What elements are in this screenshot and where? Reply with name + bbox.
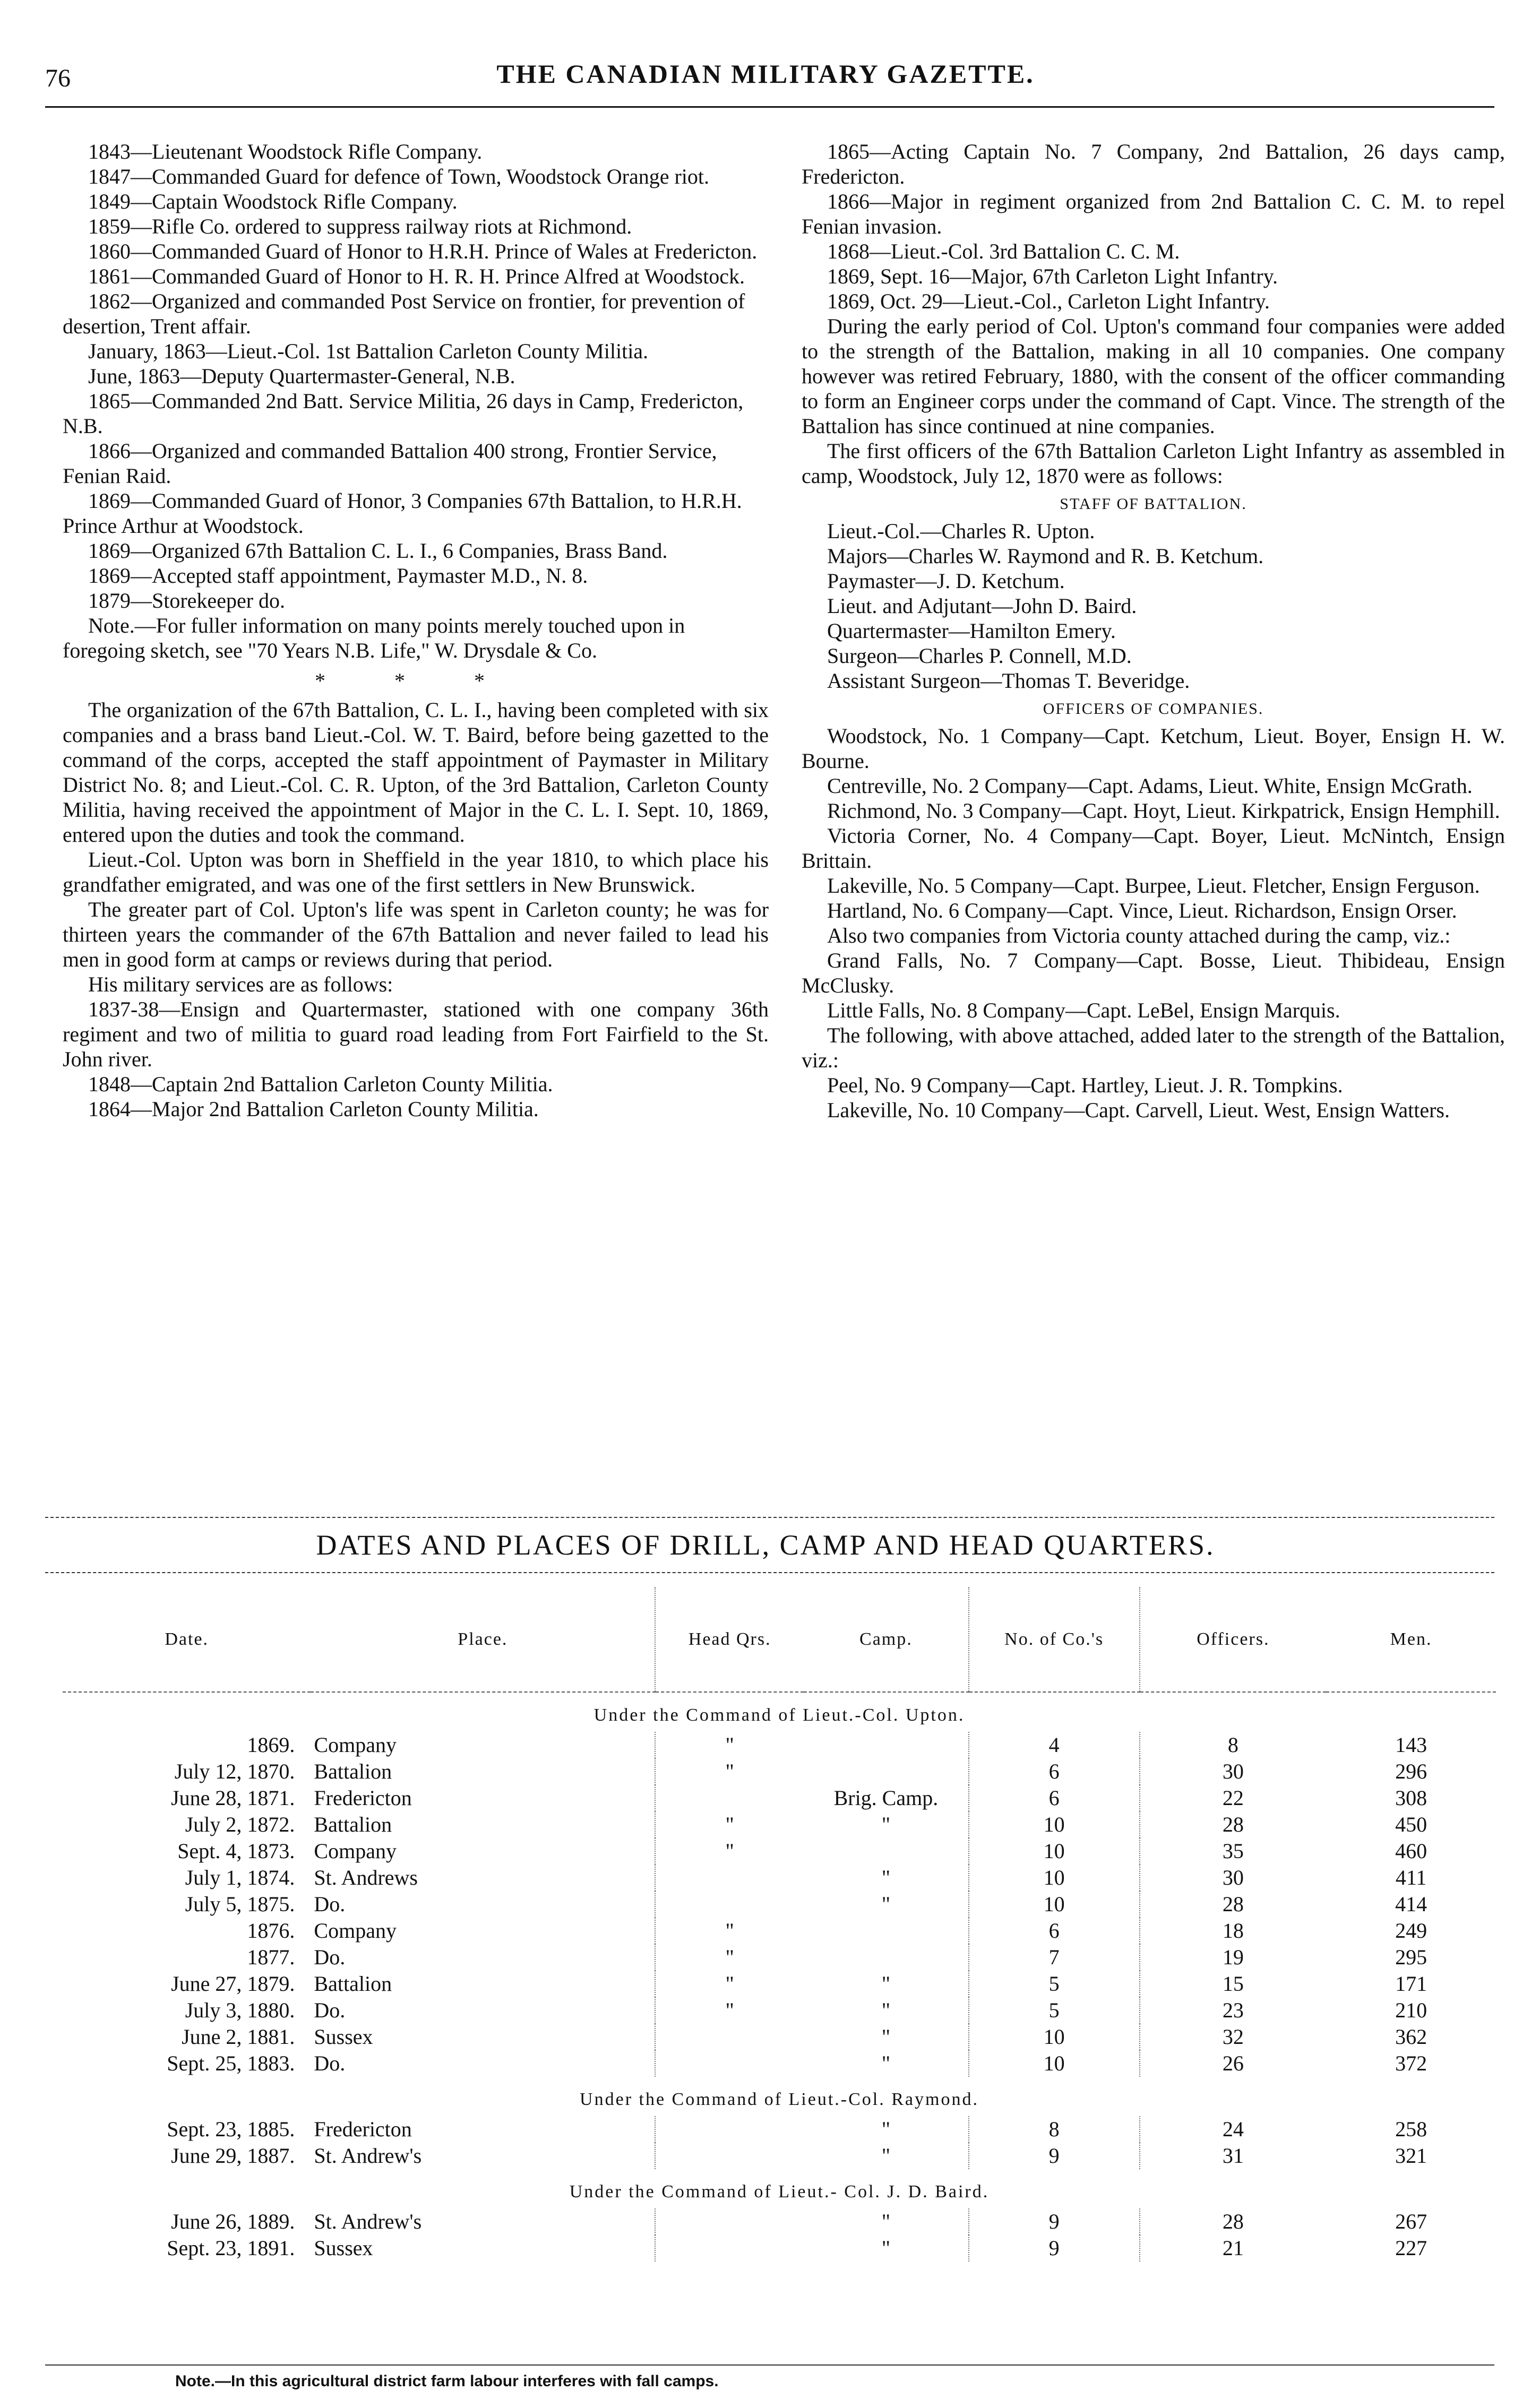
paragraph: 1868—Lieut.-Col. 3rd Battalion C. C. M. [827, 239, 1180, 263]
table-row [63, 1971, 1496, 1997]
table-row [63, 1891, 1496, 1918]
cell-date: Sept. 23, 1885. [167, 2117, 295, 2141]
cell-men: 143 [1395, 1733, 1427, 1757]
staff-entry: Surgeon—Charles P. Connell, M.D. [827, 644, 1132, 668]
cell-no-of-cos: 7 [969, 1944, 1140, 1971]
section-heading: Under the Command of Lieut.-Col. Upton. [594, 1705, 965, 1725]
cell-officers: 8 [1140, 1732, 1327, 1758]
table-row [63, 1838, 1496, 1865]
cell-head-qrs [655, 2235, 804, 2262]
cell-date: July 5, 1875. [185, 1892, 295, 1916]
cell-camp: " [881, 1892, 891, 1916]
header-no-of-cos: No. of Co.'s [969, 1587, 1140, 1692]
cell-date: July 2, 1872. [185, 1813, 295, 1836]
cell-camp [804, 1918, 969, 1944]
cell-head-qrs: " [655, 1811, 804, 1838]
table-note: Note.—In this agricultural district farm labour interferes with fall camps. [175, 2372, 719, 2390]
service-entry: 1843—Lieutenant Woodstock Rifle Company. [88, 140, 483, 163]
cell-head-qrs [655, 2024, 804, 2050]
header-head-qrs: Head Qrs. [655, 1587, 804, 1692]
cell-head-qrs [655, 1785, 804, 1811]
cell-place: Do. [314, 2051, 346, 2075]
cell-date: 1869. [247, 1733, 295, 1757]
cell-men: 414 [1395, 1892, 1427, 1916]
cell-officers: 28 [1140, 1891, 1327, 1918]
cell-camp: " [881, 1972, 891, 1996]
cell-date: June 29, 1887. [171, 2144, 295, 2168]
table-row [63, 2024, 1496, 2050]
cell-camp [804, 1758, 969, 1785]
cell-date: Sept. 23, 1891. [167, 2236, 295, 2260]
cell-date: July 1, 1874. [185, 1866, 295, 1889]
paragraph: 1837-38—Ensign and Quartermaster, stationed with one company 36th regiment and two of militia to guard road leading from Fort Fairfield to the St. John river. [63, 997, 769, 1071]
cell-head-qrs: " [655, 1944, 804, 1971]
cell-date: Sept. 4, 1873. [177, 1839, 295, 1863]
drill-table [63, 1587, 1496, 2262]
service-entry: 1859—Rifle Co. ordered to suppress railway riots at Richmond. [88, 214, 632, 238]
cell-men: 308 [1395, 1786, 1427, 1810]
staff-entry: Lieut.-Col.—Charles R. Upton. [827, 519, 1095, 543]
cell-place: Fredericton [314, 1786, 412, 1810]
cell-no-of-cos: 9 [969, 2208, 1140, 2235]
cell-date: 1877. [247, 1945, 295, 1969]
company-entry: Woodstock, No. 1 Company—Capt. Ketchum, Lieut. Boyer, Ensign H. W. Bourne. [802, 724, 1505, 773]
table-title-rule [45, 1572, 1494, 1573]
cell-place: Company [314, 1919, 397, 1943]
cell-date: July 3, 1880. [185, 1998, 295, 2022]
staff-entry: Quartermaster—Hamilton Emery. [827, 619, 1116, 643]
staff-heading: STAFF OF BATTALION. [1060, 495, 1247, 513]
service-entry: 1849—Captain Woodstock Rifle Company. [88, 189, 458, 213]
cell-camp: " [881, 1866, 891, 1889]
table-row [63, 1732, 1496, 1758]
cell-no-of-cos: 6 [969, 1918, 1140, 1944]
table-row [63, 2050, 1496, 2077]
header-place: Place. [311, 1587, 655, 1692]
cell-men: 296 [1395, 1759, 1427, 1783]
cell-camp: " [881, 2236, 891, 2260]
cell-camp: " [881, 2144, 891, 2168]
service-entry: 1862—Organized and commanded Post Service on frontier, for prevention of desertion, Trent affair. [63, 289, 745, 338]
paragraph: The first officers of the 67th Battalion Carleton Light Infantry as assembled in camp, Woodstock, July 12, 1870 were as follows: [802, 439, 1505, 488]
cell-camp: " [881, 1998, 891, 2022]
table-row [63, 2143, 1496, 2169]
cell-camp: " [881, 2210, 891, 2233]
service-entry: 1861—Commanded Guard of Honor to H. R. H. Prince Alfred at Woodstock. [88, 264, 745, 288]
company-entry: Peel, No. 9 Company—Capt. Hartley, Lieut. J. R. Tompkins. [827, 1073, 1343, 1097]
table-row [63, 1758, 1496, 1785]
cell-head-qrs [655, 2208, 804, 2235]
staff-entry: Lieut. and Adjutant—John D. Baird. [827, 594, 1137, 618]
cell-officers: 31 [1140, 2143, 1327, 2169]
cell-date: June 26, 1889. [171, 2210, 295, 2233]
cell-men: 321 [1395, 2144, 1427, 2168]
cell-place: Company [314, 1839, 397, 1863]
table-row [63, 2235, 1496, 2262]
cell-place: Battalion [314, 1759, 392, 1783]
cell-no-of-cos: 10 [969, 1838, 1140, 1865]
cell-men: 362 [1395, 2025, 1427, 2049]
left-column [63, 139, 769, 1121]
cell-officers: 15 [1140, 1971, 1327, 1997]
cell-place: Battalion [314, 1813, 392, 1836]
table-row [63, 1865, 1496, 1891]
cell-officers: 26 [1140, 2050, 1327, 2077]
paragraph: 1869, Sept. 16—Major, 67th Carleton Light Infantry. [827, 264, 1278, 288]
cell-men: 372 [1395, 2051, 1427, 2075]
masthead: THE CANADIAN MILITARY GAZETTE. [496, 59, 1035, 89]
paragraph: The greater part of Col. Upton's life was spent in Carleton county; he was for thirteen years the commander of the 67th Battalion and never failed to lead his men in good form at camps or reviews during that period. [63, 897, 769, 971]
cell-head-qrs [655, 1865, 804, 1891]
section-heading-row [63, 2169, 1496, 2208]
cell-officers: 30 [1140, 1865, 1327, 1891]
service-entry: June, 1863—Deputy Quartermaster-General, N.B. [88, 364, 515, 388]
cell-place: Sussex [314, 2025, 373, 2049]
cell-officers: 19 [1140, 1944, 1327, 1971]
cell-camp: " [881, 2025, 891, 2049]
cell-date: 1876. [247, 1919, 295, 1943]
cell-camp [804, 1944, 969, 1971]
cell-officers: 28 [1140, 2208, 1327, 2235]
table-title: DATES AND PLACES OF DRILL, CAMP AND HEAD QUARTERS. [316, 1529, 1215, 1561]
cell-place: Fredericton [314, 2117, 412, 2141]
cell-date: June 2, 1881. [182, 2025, 295, 2049]
cell-no-of-cos: 6 [969, 1785, 1140, 1811]
cell-head-qrs: " [655, 1758, 804, 1785]
cell-no-of-cos: 9 [969, 2143, 1140, 2169]
service-entry: 1865—Commanded 2nd Batt. Service Militia, 26 days in Camp, Fredericton, N.B. [63, 389, 744, 438]
cell-head-qrs [655, 2143, 804, 2169]
service-entry: 1860—Commanded Guard of Honor to H.R.H. Prince of Wales at Fredericton. [88, 239, 758, 263]
cell-men: 227 [1395, 2236, 1427, 2260]
cell-camp [804, 1732, 969, 1758]
section-rule [45, 1517, 1494, 1518]
company-entry: Lakeville, No. 10 Company—Capt. Carvell, Lieut. West, Ensign Watters. [827, 1098, 1450, 1122]
right-column [802, 139, 1505, 1123]
staff-entry: Majors—Charles W. Raymond and R. B. Ketchum. [827, 544, 1264, 568]
paragraph: Lieut.-Col. Upton was born in Sheffield in the year 1810, to which place his grandfather emigrated, and was one of the first settlers in New Brunswick. [63, 848, 769, 896]
header-officers: Officers. [1140, 1587, 1327, 1692]
company-entry: Grand Falls, No. 7 Company—Capt. Bosse, Lieut. Thibideau, Ensign McClusky. [802, 948, 1505, 997]
cell-head-qrs: " [655, 1918, 804, 1944]
cell-head-qrs: " [655, 1838, 804, 1865]
cell-men: 210 [1395, 1998, 1427, 2022]
paragraph: 1864—Major 2nd Battalion Carleton County Militia. [88, 1097, 539, 1121]
cell-officers: 22 [1140, 1785, 1327, 1811]
service-entry: 1869—Accepted staff appointment, Paymaster M.D., N. 8. [88, 564, 588, 588]
cell-officers: 23 [1140, 1997, 1327, 2024]
cell-officers: 30 [1140, 1758, 1327, 1785]
cell-no-of-cos: 5 [969, 1997, 1140, 2024]
cell-head-qrs: " [655, 1732, 804, 1758]
service-entry: 1879—Storekeeper do. [88, 589, 286, 612]
separator-stars: * * * [315, 669, 517, 693]
cell-date: June 28, 1871. [171, 1786, 295, 1810]
cell-men: 267 [1395, 2210, 1427, 2233]
service-entry: 1866—Organized and commanded Battalion 400 strong, Frontier Service, Fenian Raid. [63, 439, 717, 488]
cell-men: 295 [1395, 1945, 1427, 1969]
cell-place: Do. [314, 1998, 346, 2022]
section-heading-row [63, 2077, 1496, 2116]
company-entry: Richmond, No. 3 Company—Capt. Hoyt, Lieut. Kirkpatrick, Ensign Hemphill. [827, 799, 1500, 823]
company-entry: Little Falls, No. 8 Company—Capt. LeBel, Ensign Marquis. [827, 998, 1340, 1022]
cell-place: St. Andrew's [314, 2210, 422, 2233]
company-entry: Also two companies from Victoria county attached during the camp, viz.: [827, 924, 1451, 947]
staff-entry: Assistant Surgeon—Thomas T. Beveridge. [827, 669, 1190, 693]
cell-camp: " [881, 1813, 891, 1836]
cell-camp [804, 1838, 969, 1865]
service-entry: 1847—Commanded Guard for defence of Town, Woodstock Orange riot. [88, 165, 709, 188]
table-row [63, 1997, 1496, 2024]
paragraph: 1869, Oct. 29—Lieut.-Col., Carleton Light Infantry. [827, 289, 1270, 313]
cell-men: 460 [1395, 1839, 1427, 1863]
cell-place: St. Andrew's [314, 2144, 422, 2168]
cell-no-of-cos: 6 [969, 1758, 1140, 1785]
staff-entry: Paymaster—J. D. Ketchum. [827, 569, 1065, 593]
cell-no-of-cos: 10 [969, 1865, 1140, 1891]
cell-officers: 35 [1140, 1838, 1327, 1865]
table-row [63, 1918, 1496, 1944]
header-camp: Camp. [804, 1587, 969, 1692]
cell-head-qrs [655, 2116, 804, 2143]
paragraph: 1848—Captain 2nd Battalion Carleton County Militia. [88, 1072, 553, 1096]
cell-place: St. Andrews [314, 1866, 418, 1889]
section-heading-row [63, 1692, 1496, 1732]
company-entry: Victoria Corner, No. 4 Company—Capt. Boyer, Lieut. McNintch, Ensign Brittain. [802, 824, 1505, 873]
service-entry: January, 1863—Lieut.-Col. 1st Battalion Carleton County Militia. [88, 339, 649, 363]
service-entry: 1869—Organized 67th Battalion C. L. I., 6 Companies, Brass Band. [88, 539, 668, 563]
cell-officers: 18 [1140, 1918, 1327, 1944]
cell-men: 171 [1395, 1972, 1427, 1996]
table-row [63, 2116, 1496, 2143]
cell-date: July 12, 1870. [174, 1759, 295, 1783]
cell-camp: " [881, 2051, 891, 2075]
companies-heading: OFFICERS OF COMPANIES. [1043, 700, 1264, 718]
service-entry: 1869—Commanded Guard of Honor, 3 Companies 67th Battalion, to H.R.H. Prince Arthur at Woodstock. [63, 489, 742, 538]
cell-men: 258 [1395, 2117, 1427, 2141]
table-row [63, 1785, 1496, 1811]
cell-head-qrs: " [655, 1997, 804, 2024]
cell-no-of-cos: 10 [969, 1811, 1140, 1838]
paragraph: The organization of the 67th Battalion, C. L. I., having been completed with six companies and a brass band Lieut.-Col. W. T. Baird, before being gazetted to the command of the corps, accepted the staff appointment of Paymaster in Military District No. 8; and Lieut.-Col. C. R. Upton, of the 3rd Battalion, Carleton County Militia, having received the appointment of Major in the C. L. I. Sept. 10, 1869, entered upon the duties and took the command. [63, 698, 769, 847]
cell-no-of-cos: 8 [969, 2116, 1140, 2143]
cell-no-of-cos: 10 [969, 2050, 1140, 2077]
cell-no-of-cos: 10 [969, 2024, 1140, 2050]
cell-head-qrs [655, 1891, 804, 1918]
cell-officers: 32 [1140, 2024, 1327, 2050]
cell-no-of-cos: 5 [969, 1971, 1140, 1997]
section-heading: Under the Command of Lieut.- Col. J. D. Baird. [569, 2182, 990, 2202]
header-men: Men. [1326, 1587, 1496, 1692]
cell-men: 411 [1395, 1866, 1427, 1889]
section-heading: Under the Command of Lieut.-Col. Raymond. [580, 2090, 979, 2109]
company-entry: Hartland, No. 6 Company—Capt. Vince, Lieut. Richardson, Ensign Orser. [827, 899, 1457, 922]
paragraph: During the early period of Col. Upton's command four companies were added to the strength of the Battalion, making in all 10 companies. One company however was retired February, 1880, with the consent of the officer commanding to form an Engineer corps under the command of Capt. Vince. The strength of the Battalion has since continued at nine companies. [802, 314, 1505, 438]
cell-no-of-cos: 10 [969, 1891, 1140, 1918]
cell-men: 249 [1395, 1919, 1427, 1943]
company-entry: Lakeville, No. 5 Company—Capt. Burpee, Lieut. Fletcher, Ensign Ferguson. [827, 874, 1480, 897]
company-entry: The following, with above attached, added later to the strength of the Battalion, viz.: [802, 1023, 1505, 1072]
paragraph: 1866—Major in regiment organized from 2nd Battalion C. C. M. to repel Fenian invasion. [802, 189, 1505, 238]
cell-no-of-cos: 9 [969, 2235, 1140, 2262]
cell-date: Sept. 25, 1883. [167, 2051, 295, 2075]
cell-no-of-cos: 4 [969, 1732, 1140, 1758]
company-entry: Centreville, No. 2 Company—Capt. Adams, Lieut. White, Ensign McGrath. [827, 774, 1473, 798]
table-bottom-rule [45, 2364, 1494, 2366]
cell-place: Battalion [314, 1972, 392, 1996]
service-entry: Note.—For fuller information on many points merely touched upon in foregoing sketch, see "70 Years N.B. Life," W. Drysdale & Co. [63, 614, 685, 662]
paragraph: His military services are as follows: [88, 972, 393, 996]
page-number: 76 [45, 64, 71, 92]
cell-place: Company [314, 1733, 397, 1757]
table-row [63, 1811, 1496, 1838]
cell-date: June 27, 1879. [171, 1972, 295, 1996]
cell-head-qrs [655, 2050, 804, 2077]
table-row [63, 1944, 1496, 1971]
table-header-row [63, 1587, 1496, 1692]
header-rule [45, 106, 1494, 108]
cell-camp: " [881, 2117, 891, 2141]
cell-officers: 24 [1140, 2116, 1327, 2143]
cell-officers: 21 [1140, 2235, 1327, 2262]
cell-place: Do. [314, 1892, 346, 1916]
cell-place: Do. [314, 1945, 346, 1969]
header-date: Date. [63, 1587, 311, 1692]
cell-camp: Brig. Camp. [833, 1786, 939, 1810]
cell-head-qrs: " [655, 1971, 804, 1997]
cell-officers: 28 [1140, 1811, 1327, 1838]
cell-place: Sussex [314, 2236, 373, 2260]
paragraph: 1865—Acting Captain No. 7 Company, 2nd Battalion, 26 days camp, Fredericton. [802, 140, 1505, 188]
cell-men: 450 [1395, 1813, 1427, 1836]
table-row [63, 2208, 1496, 2235]
